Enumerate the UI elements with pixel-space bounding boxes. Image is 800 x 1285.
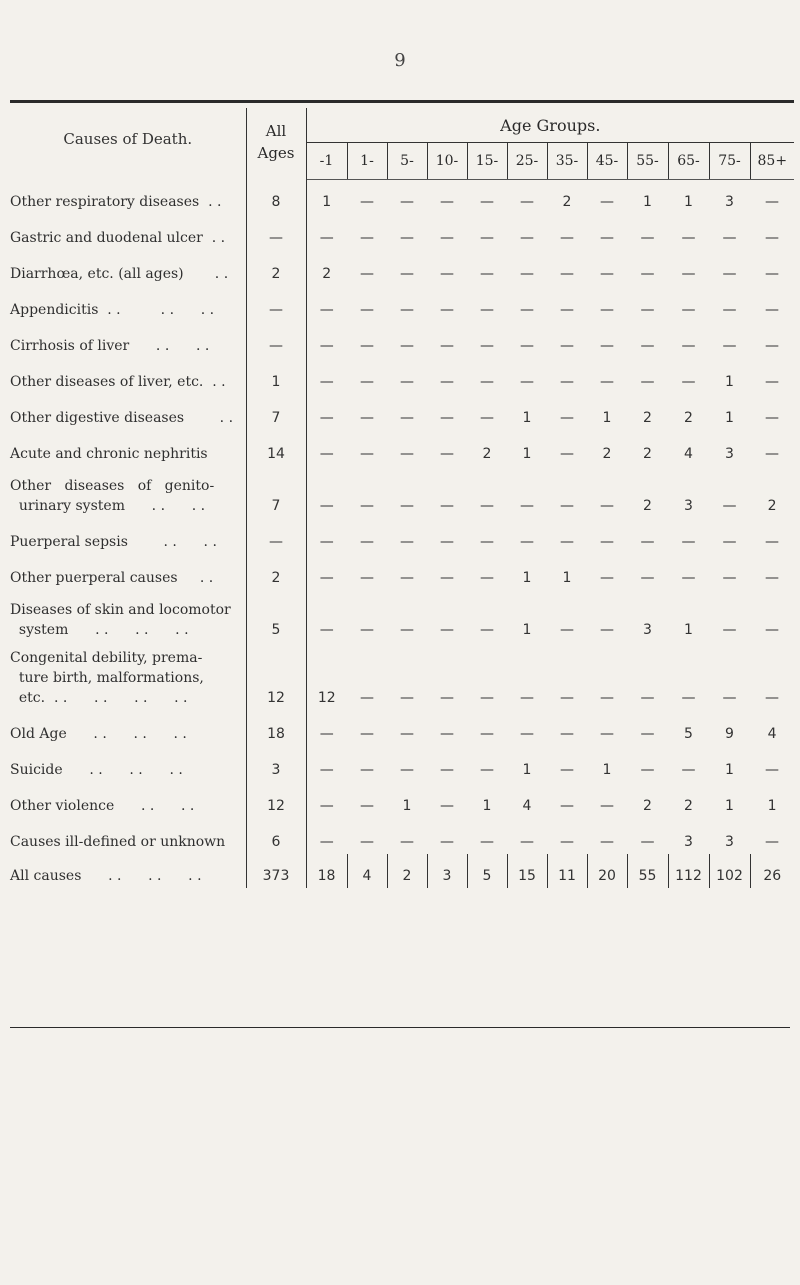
age-group-value: — (360, 833, 374, 850)
age-group-header: 35- (547, 143, 587, 180)
age-group-value: 15 (507, 854, 547, 888)
age-group-value: — (765, 621, 780, 638)
age-group-value: — (440, 409, 454, 426)
cause-label: Cirrhosis of liver . . . . (10, 337, 210, 354)
age-group-value: — (765, 265, 780, 282)
all-ages-value: — (246, 322, 306, 358)
age-group-value: 1 (522, 409, 532, 426)
age-group-value: — (400, 725, 414, 742)
age-group-value: — (319, 569, 334, 586)
age-group-value: — (681, 265, 696, 282)
age-group-value: 1 (522, 569, 532, 586)
age-group-value: — (640, 725, 655, 742)
age-group-value: — (765, 193, 780, 210)
age-group-value: — (440, 621, 454, 638)
age-group-value: — (480, 621, 494, 638)
age-group-value: 3 (725, 193, 734, 210)
age-group-value: — (560, 337, 574, 354)
age-group-value: 2 (482, 445, 492, 462)
age-group-header: 15- (467, 143, 507, 180)
age-group-value: — (360, 229, 374, 246)
age-group-value: 11 (547, 854, 587, 888)
all-ages-value: 12 (246, 642, 306, 710)
age-group-value: — (360, 725, 374, 742)
age-group-value: 1 (482, 797, 492, 814)
cause-label: Suicide . . . . . . (10, 761, 183, 778)
age-group-value: — (480, 373, 494, 390)
age-group-value: — (480, 265, 494, 282)
age-group-value: 2 (562, 193, 572, 210)
age-group-header: 75- (709, 143, 750, 180)
table-row (10, 286, 794, 322)
age-group-value: 1 (522, 445, 532, 462)
age-group-value: — (319, 833, 334, 850)
all-ages-value: 1 (246, 358, 306, 394)
age-group-value: 1 (684, 621, 693, 638)
age-group-value: 1 (725, 409, 734, 426)
age-group-value: — (560, 533, 574, 550)
age-group-value: — (360, 569, 374, 586)
all-ages-value: 5 (246, 590, 306, 642)
cause-label: Causes ill-defined or unknown (10, 833, 226, 850)
all-ages-value: 12 (246, 782, 306, 818)
age-group-value: — (722, 229, 737, 246)
age-group-value: — (400, 689, 414, 706)
age-group-value: — (440, 533, 454, 550)
age-group-value: — (640, 569, 655, 586)
age-group-value: — (400, 337, 414, 354)
age-group-value: 1 (402, 797, 412, 814)
age-group-value: — (440, 797, 454, 814)
age-group-value: — (319, 725, 334, 742)
age-group-value: — (319, 761, 334, 778)
age-group-value: — (600, 373, 614, 390)
age-group-header: 1- (347, 143, 387, 180)
age-group-value: 3 (725, 833, 734, 850)
age-group-value: — (440, 833, 454, 850)
age-group-value: — (480, 761, 494, 778)
cause-label: All causes . . . . . . (10, 867, 202, 884)
age-group-value: — (319, 797, 334, 814)
top-rule (10, 100, 794, 103)
mortality-table-container (10, 108, 794, 888)
age-group-value: — (440, 229, 454, 246)
mortality-table (10, 108, 794, 888)
all-ages-value: 3 (246, 746, 306, 782)
age-group-value: — (560, 725, 574, 742)
age-group-value: — (360, 193, 374, 210)
age-group-value: 2 (684, 797, 693, 814)
age-group-value: — (722, 301, 737, 318)
age-group-value: — (681, 569, 696, 586)
age-group-value: — (640, 229, 655, 246)
age-group-value: — (560, 373, 574, 390)
age-group-value: 1 (643, 193, 652, 210)
age-group-value: — (440, 337, 454, 354)
age-group-value: — (360, 337, 374, 354)
page-number: 9 (394, 50, 406, 71)
age-group-value: 2 (643, 497, 652, 514)
age-group-value: 1 (725, 373, 734, 390)
age-group-value: — (319, 229, 334, 246)
table-row (10, 554, 794, 590)
age-group-value: — (722, 569, 737, 586)
age-group-value: — (360, 533, 374, 550)
age-group-value: — (765, 229, 780, 246)
table-row (10, 466, 794, 518)
age-group-value: — (480, 409, 494, 426)
age-group-header: 65- (668, 143, 709, 180)
age-group-value: — (560, 265, 574, 282)
age-group-value: 2 (643, 409, 652, 426)
age-group-value: — (400, 833, 414, 850)
age-group-value: 3 (427, 854, 467, 888)
age-group-value: — (600, 265, 614, 282)
age-group-value: — (480, 689, 494, 706)
age-group-value: — (400, 445, 414, 462)
age-group-value: — (560, 409, 574, 426)
all-ages-value: 14 (246, 430, 306, 466)
age-group-value: 3 (725, 445, 734, 462)
age-group-value: 1 (522, 761, 532, 778)
age-group-value: 4 (767, 725, 777, 742)
age-group-value: — (400, 373, 414, 390)
age-group-value: — (480, 533, 494, 550)
all-ages-value: — (246, 286, 306, 322)
age-group-value: 1 (562, 569, 572, 586)
age-group-value: — (765, 689, 780, 706)
age-group-value: 2 (684, 409, 693, 426)
age-group-value: — (319, 533, 334, 550)
age-group-value: — (640, 533, 655, 550)
age-group-value: 12 (317, 689, 336, 706)
all-ages-value: 2 (246, 554, 306, 590)
age-group-value: — (400, 229, 414, 246)
age-group-value: — (480, 725, 494, 742)
age-group-value: — (360, 689, 374, 706)
age-group-value: — (560, 445, 574, 462)
age-group-value: — (319, 497, 334, 514)
age-group-value: 4 (347, 854, 387, 888)
age-group-header: 5- (387, 143, 427, 180)
age-group-value: — (560, 301, 574, 318)
age-group-value: — (681, 689, 696, 706)
cause-label: Other diseases of liver, etc. . . (10, 373, 226, 390)
age-group-value: — (360, 301, 374, 318)
age-group-value: — (440, 445, 454, 462)
age-group-value: 3 (684, 497, 693, 514)
age-group-value: — (360, 497, 374, 514)
table-body (10, 180, 794, 888)
cause-label: Congenital debility, prema- ture birth, malformations, etc. . . . . . . . . (10, 649, 204, 706)
table-row (10, 358, 794, 394)
age-group-value: 2 (322, 265, 332, 282)
table-row (10, 782, 794, 818)
age-group-value: — (560, 797, 574, 814)
age-group-value: — (319, 445, 334, 462)
table-row (10, 854, 794, 888)
age-group-value: — (400, 409, 414, 426)
age-group-value: — (681, 373, 696, 390)
age-group-value: — (600, 193, 614, 210)
age-group-value: 3 (643, 621, 652, 638)
table-row (10, 642, 794, 710)
age-group-value: — (520, 373, 534, 390)
age-group-value: — (520, 533, 534, 550)
age-group-value: 2 (643, 797, 652, 814)
all-ages-value: 8 (246, 180, 306, 214)
age-group-value: — (600, 569, 614, 586)
age-group-value: — (765, 569, 780, 586)
age-group-value: — (600, 725, 614, 742)
age-group-value: — (440, 497, 454, 514)
age-group-header: 55- (627, 143, 668, 180)
age-group-value: — (480, 301, 494, 318)
cause-label: Other puerperal causes . . (10, 569, 214, 586)
table-row (10, 394, 794, 430)
age-group-value: — (765, 409, 780, 426)
all-ages-header-line1: All (265, 122, 287, 140)
age-group-value: — (722, 621, 737, 638)
age-group-value: 102 (709, 854, 750, 888)
age-group-value: — (319, 621, 334, 638)
age-group-value: — (440, 265, 454, 282)
all-ages-value: 7 (246, 394, 306, 430)
age-group-value: 5 (467, 854, 507, 888)
cause-label: Gastric and duodenal ulcer . . (10, 229, 226, 246)
age-group-value: — (765, 337, 780, 354)
age-group-value: — (765, 445, 780, 462)
age-group-value: — (520, 725, 534, 742)
age-group-value: — (600, 229, 614, 246)
age-group-value: — (640, 373, 655, 390)
all-ages-value: 373 (246, 854, 306, 888)
table-row (10, 250, 794, 286)
age-group-value: 3 (684, 833, 693, 850)
age-group-value: — (480, 497, 494, 514)
age-group-value: — (722, 337, 737, 354)
age-group-value: — (600, 533, 614, 550)
age-group-value: — (722, 497, 737, 514)
age-group-value: 18 (306, 854, 347, 888)
age-group-value: — (520, 833, 534, 850)
age-group-value: — (600, 689, 614, 706)
age-group-value: 5 (684, 725, 693, 742)
age-group-value: 9 (725, 725, 734, 742)
age-group-value: — (600, 301, 614, 318)
age-group-value: 1 (322, 193, 332, 210)
age-group-value: — (560, 229, 574, 246)
age-group-value: — (319, 373, 334, 390)
age-group-value: — (400, 497, 414, 514)
age-group-value: — (560, 761, 574, 778)
age-group-value: 1 (602, 409, 612, 426)
age-group-value: — (440, 373, 454, 390)
age-group-value: — (600, 833, 614, 850)
age-group-value: — (440, 725, 454, 742)
age-group-header: 45- (587, 143, 627, 180)
age-group-value: — (319, 409, 334, 426)
age-groups-header: Age Groups. (306, 108, 794, 143)
age-group-value: 4 (684, 445, 693, 462)
age-group-value: — (360, 621, 374, 638)
age-group-value: — (765, 301, 780, 318)
age-group-value: — (765, 373, 780, 390)
all-ages-value: — (246, 214, 306, 250)
age-group-value: — (765, 833, 780, 850)
table-row (10, 710, 794, 746)
age-group-value: — (681, 533, 696, 550)
age-group-value: 2 (767, 497, 777, 514)
age-group-value: — (400, 533, 414, 550)
age-group-value: 112 (668, 854, 709, 888)
all-ages-header-line2: Ages (257, 144, 295, 162)
age-group-value: — (480, 229, 494, 246)
age-group-header: -1 (306, 143, 347, 180)
table-row (10, 818, 794, 854)
age-group-value: 26 (750, 854, 794, 888)
age-group-value: — (360, 409, 374, 426)
age-group-header: 10- (427, 143, 467, 180)
cause-label: Puerperal sepsis . . . . (10, 533, 217, 550)
cause-label: Appendicitis . . . . . . (10, 301, 215, 318)
age-group-value: — (560, 833, 574, 850)
age-group-value: — (480, 569, 494, 586)
age-group-value: — (480, 193, 494, 210)
age-group-value: 4 (522, 797, 532, 814)
age-group-value: — (560, 497, 574, 514)
age-group-value: — (681, 337, 696, 354)
table-row (10, 590, 794, 642)
all-ages-header (246, 108, 306, 180)
age-group-value: — (480, 833, 494, 850)
age-group-value: — (360, 445, 374, 462)
age-group-value: — (400, 569, 414, 586)
age-group-value: — (360, 797, 374, 814)
age-group-value: — (440, 569, 454, 586)
cause-label: Diseases of skin and locomotor system . . . . . . (10, 601, 231, 638)
age-group-value: — (520, 497, 534, 514)
bottom-rule (10, 1027, 790, 1028)
age-group-value: — (440, 689, 454, 706)
table-row (10, 322, 794, 358)
age-group-header: 25- (507, 143, 547, 180)
age-group-value: — (600, 337, 614, 354)
age-group-value: 1 (725, 797, 734, 814)
age-group-value: — (640, 265, 655, 282)
age-group-value: 55 (627, 854, 668, 888)
age-group-value: — (360, 265, 374, 282)
age-group-value: — (560, 621, 574, 638)
age-group-value: — (560, 689, 574, 706)
age-group-value: — (722, 533, 737, 550)
age-group-value: 1 (602, 761, 612, 778)
age-group-value: — (722, 265, 737, 282)
causes-of-death-header: Causes of Death. (63, 130, 193, 148)
age-group-header: 85+ (750, 143, 794, 180)
age-group-value: — (640, 833, 655, 850)
cause-label: Other digestive diseases . . (10, 409, 234, 426)
cause-label: Other violence . . . . (10, 797, 195, 814)
age-group-value: — (440, 761, 454, 778)
age-group-value: 1 (684, 193, 693, 210)
age-group-value: — (440, 193, 454, 210)
cause-label: Other respiratory diseases . . (10, 193, 222, 210)
age-group-value: — (440, 301, 454, 318)
age-group-value: 2 (387, 854, 427, 888)
age-group-value: — (400, 301, 414, 318)
age-group-value: — (600, 797, 614, 814)
age-group-value: — (722, 689, 737, 706)
age-group-value: 1 (767, 797, 777, 814)
age-group-value: — (520, 337, 534, 354)
all-ages-value: 2 (246, 250, 306, 286)
table-row (10, 518, 794, 554)
age-group-value: — (681, 301, 696, 318)
age-group-value: — (520, 229, 534, 246)
cause-label: Acute and chronic nephritis (10, 445, 208, 462)
cause-label: Old Age . . . . . . (10, 725, 187, 742)
table-row (10, 430, 794, 466)
age-group-value: — (640, 337, 655, 354)
age-group-value: — (681, 229, 696, 246)
age-group-value: 2 (602, 445, 612, 462)
cause-label: Diarrhœa, etc. (all ages) . . (10, 265, 229, 282)
age-group-value: — (360, 373, 374, 390)
age-group-value: — (319, 301, 334, 318)
age-group-value: — (520, 265, 534, 282)
age-group-value: — (640, 761, 655, 778)
age-group-value: — (520, 301, 534, 318)
age-group-value: — (765, 533, 780, 550)
table-row (10, 180, 794, 214)
age-group-value: — (681, 761, 696, 778)
age-group-value: 20 (587, 854, 627, 888)
age-group-value: — (640, 689, 655, 706)
age-group-value: — (520, 689, 534, 706)
all-ages-value: 6 (246, 818, 306, 854)
age-group-value: 1 (522, 621, 532, 638)
age-group-value: — (319, 337, 334, 354)
all-ages-value: — (246, 518, 306, 554)
all-ages-value: 7 (246, 466, 306, 518)
all-ages-value: 18 (246, 710, 306, 746)
cause-label: Other diseases of genito- urinary system . . . . (10, 477, 215, 514)
age-group-value: — (480, 337, 494, 354)
age-group-value: — (640, 301, 655, 318)
age-group-value: — (400, 193, 414, 210)
age-group-value: — (400, 621, 414, 638)
age-group-value: 1 (725, 761, 734, 778)
age-group-value: — (600, 497, 614, 514)
age-group-value: — (600, 621, 614, 638)
table-row (10, 214, 794, 250)
age-group-value: — (520, 193, 534, 210)
age-group-value: — (400, 265, 414, 282)
table-row (10, 746, 794, 782)
age-group-value: — (360, 761, 374, 778)
age-group-value: — (765, 761, 780, 778)
age-group-value: — (400, 761, 414, 778)
age-group-value: 2 (643, 445, 652, 462)
